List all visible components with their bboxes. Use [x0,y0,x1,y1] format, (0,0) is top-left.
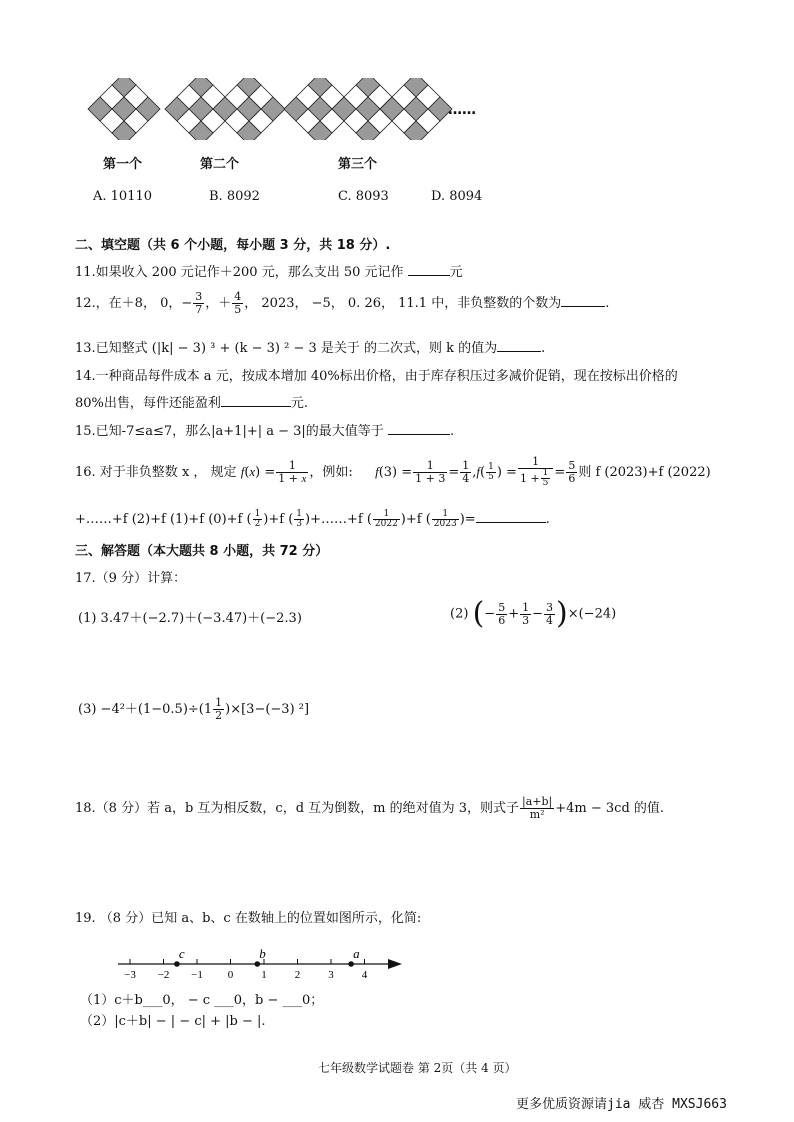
section3-heading: 三、解答题（本大题共 8 小题，共 72 分） [75,544,329,559]
point-c [174,961,180,967]
tick-label: −1 [191,969,203,981]
number-line [110,942,410,984]
answer-blank [561,306,605,307]
point-label-b: b [259,946,266,961]
q13-text: 13.已知整式 (|k| − 3) ³ + (k − 3) ² − 3 是关于 的二次式，则 k 的值为 [75,341,498,356]
answer-blank [221,406,291,407]
q11-unit: 元 [449,265,463,280]
question-14-line1: 14.一种商品每件成本 a 元，按成本增加 40%标出价格，由于库存积压过多减价促销，现在按标出价格的 [75,369,678,384]
fraction-4-5: $\frac{4}{5}$ [234,290,242,316]
answer-blank [476,522,546,523]
q17-part1: (1) 3.47＋(−2.7)＋(−3.47)＋(−2.3) [78,611,302,626]
point-b [255,961,261,967]
diamond-pattern-figure [85,78,475,140]
diamond-figure-2 [165,78,285,140]
tick-label: 0 [227,969,234,981]
q11-text: 11.如果收入 200 元记作＋200 元，那么支出 50 元记作 [75,265,404,280]
option-b: B. 8092 [209,189,260,204]
tick-label: 2 [294,969,301,981]
q17-part3: (3) −4²＋(1−0.5)÷(1 $\frac{1}{2}$ )×[3−(−3) ²] [78,696,310,722]
point-label-c: c [178,946,185,961]
point-a [348,961,354,967]
answer-blank [497,351,541,352]
q19-part1: （1）c＋b___0， − c ___0，b − ___0； [80,993,324,1008]
tick-label: −2 [157,969,170,981]
question-18: 18.（8 分）若 a，b 互为相反数，c，d 互为倒数，m 的绝对值为 3，则式子 $\frac{|a+b|}{\text{m²}}$ +4m − 3cd 的值. [75,795,665,821]
question-16-line2: +……+f (2)+f (1)+f (0)+f ( $\frac{1}{2}$ )+f ( $\frac{1}{3}$ )+……+f ( $\frac{1}{2022}$ )+f ( $\frac{1}{2023}$ )= . [75,508,550,529]
tick-label: 1 [261,969,267,981]
fraction-3-7: $\frac{3}{7}$ [195,290,203,316]
question-13: 13.已知整式 (|k| − 3) ³ + (k − 3) ² − 3 是关于 的二次式，则 k 的值为 . [75,341,546,356]
number-line-arrow [388,959,402,969]
q12-mid: ，＋ [205,296,232,311]
tick-label: −3 [124,969,136,981]
tick-label: 3 [328,969,334,981]
question-16-line1: 16. 对于非负整数 x ， 规定 f(x) = $\frac{1}{1 + x}$ ，例如: f(3) = $\frac{1}{1 + 3}$ = $\frac{1}{4}$ ,f( $\frac{1}{5}$ ) = 1 1 + $\frac{1}{5}$ = $\frac{5}{6}$ 则 f (2023)+f (2022) [75,455,711,489]
q17-title: 17.（9 分）计算： [75,571,187,586]
q17-part2: (2) (− $\frac{5}{6}$ + $\frac{1}{3}$ − $\frac{3}{4}$ )×(−24) [450,596,617,631]
q19-title: 19. （8 分）已知 a、b、c 在数轴上的位置如图所示，化简: [75,911,422,926]
question-12: 12.，在＋8， 0，− $\frac{3}{7}$ ，＋ $\frac{4}{5}$ ， 2023， −5， 0. 26， 11.1 中，非负整数的个数为 . [75,290,610,316]
formula-1-over-1plusx: $\frac{1}{1 + x}$ [278,458,307,485]
option-d: D. 8094 [431,189,483,204]
diamond-figure-1 [88,78,160,140]
diamond-figure-3 [284,78,452,140]
figure-label-3: 第三个 [338,157,378,172]
page-footer: 七年级数学试题卷 第 2页（共 4 页） [318,1061,517,1075]
figure-label-1: 第一个 [103,157,143,172]
question-15: 15.已知-7≤a≤7，那么|a+1|+| a − 3|的最大值等于 . [75,424,455,439]
question-11 [75,261,463,280]
promo-text: 更多优质资源请jia 威杏 MXSJ663 [516,1097,727,1112]
q19-part2: （2）|c＋b| − | − c| + |b − |. [80,1014,266,1029]
tick-label: 4 [361,969,368,981]
option-a: A. 10110 [93,189,153,204]
section2-heading: 二、填空题（共 6 个小题，每小题 3 分，共 18 分）. [75,238,391,253]
figure-label-2: 第二个 [200,157,240,172]
q12-prefix: 12.，在＋8， 0，− [75,296,193,311]
figure-ellipsis: …… [448,102,476,118]
option-c: C. 8093 [338,189,389,204]
answer-blank [408,275,450,276]
answer-blank [388,434,450,435]
question-14-line2: 80%出售，每件还能盈利 元. [75,396,309,411]
point-label-a: a [353,946,360,961]
q12-suffix: ， 2023， −5， 0. 26， 11.1 中，非负整数的个数为 [244,296,562,311]
